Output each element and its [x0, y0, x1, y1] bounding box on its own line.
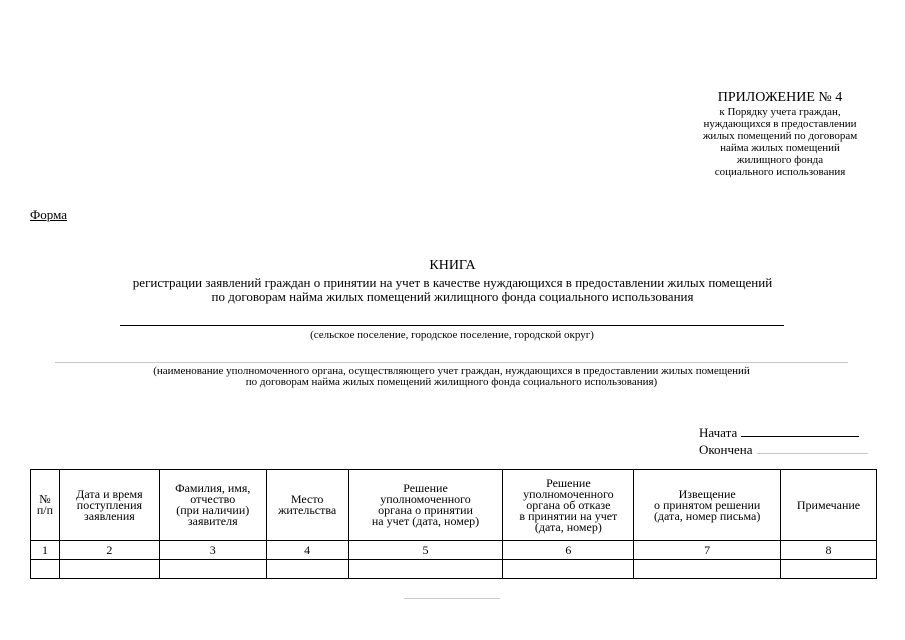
column-number: 3 — [159, 541, 266, 560]
authority-caption-line: по договорам найма жилых помещений жилищного фонда социального использования) — [245, 376, 658, 388]
started-blank — [741, 424, 859, 437]
column-number: 6 — [503, 541, 634, 560]
book-title: КНИГА — [429, 258, 476, 273]
header-cell: Извещение о принятом решении (дата, номер письма) — [634, 470, 781, 541]
table-cell — [781, 560, 877, 579]
table-row — [31, 560, 877, 579]
column-number: 2 — [59, 541, 159, 560]
appendix-line: к Порядку учета граждан, — [719, 106, 841, 118]
table-cell — [634, 560, 781, 579]
table-cell — [59, 560, 159, 579]
table-header-row — [31, 470, 877, 541]
header-cell: Фамилия, имя, отчество (при наличии) заявителя — [159, 470, 266, 541]
appendix-title: ПРИЛОЖЕНИЕ № 4 — [717, 90, 843, 105]
table-cell — [31, 560, 60, 579]
authority-caption — [55, 366, 848, 388]
ended-field — [699, 441, 868, 458]
header-cell: Решение уполномоченного органа о принятии на учет (дата, номер) — [348, 470, 503, 541]
started-label: Начата — [699, 425, 738, 440]
registration-table — [30, 469, 877, 579]
appendix-line: нуждающихся в предоставлении — [703, 118, 857, 130]
settlement-fill-line — [120, 325, 784, 326]
book-subtitle-line: регистрации заявлений граждан о принятии на учет в качестве нуждающихся в предоставлении жилых помещений — [132, 275, 773, 290]
header-cell: Решение уполномоченного органа об отказе в принятии на учет (дата, номер) — [503, 470, 634, 541]
column-number: 5 — [348, 541, 503, 560]
ended-blank — [757, 441, 868, 454]
settlement-caption: (сельское поселение, городское поселение, городской округ) — [310, 329, 594, 341]
table-cell — [159, 560, 266, 579]
column-number: 7 — [634, 541, 781, 560]
column-number: 8 — [781, 541, 877, 560]
table-cell — [348, 560, 503, 579]
header-cell: Дата и время поступления заявления — [59, 470, 159, 541]
authority-caption-line: (наименование уполномоченного органа, осуществляющего учет граждан, нуждающихся в предоставлении жилых помещений — [153, 365, 750, 377]
ended-label: Окончена — [699, 442, 753, 457]
header-cell: Примечание — [781, 470, 877, 541]
appendix-line: найма жилых помещений — [720, 142, 840, 154]
started-field — [699, 424, 859, 441]
footer-divider — [404, 598, 500, 599]
header-cell: № п/п — [31, 470, 60, 541]
appendix-line: жилищного фонда — [736, 154, 824, 166]
book-subtitle — [70, 276, 835, 304]
appendix-line: жилых помещений по договорам — [702, 130, 858, 142]
appendix-block — [660, 90, 900, 178]
table-cell — [503, 560, 634, 579]
column-number: 1 — [31, 541, 60, 560]
header-cell: Место жительства — [266, 470, 348, 541]
authority-fill-line — [55, 362, 848, 363]
table-cell — [266, 560, 348, 579]
appendix-line: социального использования — [714, 166, 846, 178]
book-subtitle-line: по договорам найма жилых помещений жилищного фонда социального использования — [211, 289, 694, 304]
form-label: Форма — [30, 207, 67, 222]
column-number: 4 — [266, 541, 348, 560]
column-number-row — [31, 541, 877, 560]
